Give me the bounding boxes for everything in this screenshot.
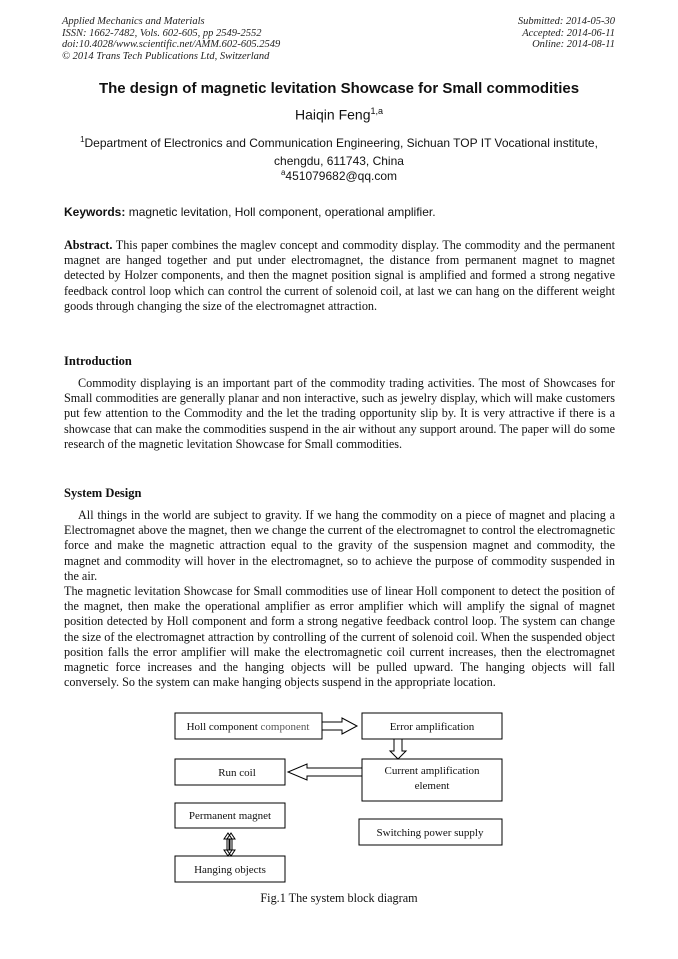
- system-design-paragraph-1: All things in the world are subject to gravity. If we hang the commodity on a piece of magnet and placing a Electromagnet above the magnet, then we change the current of the electromagnet to control the electromagnetic force and make the magnetic attraction equal to the gravity of the suspension magnet and commodity, the magnet and commodity will hover in the electromagnet, so to achieve the purpose of commodity suspended in the air.: [64, 508, 615, 583]
- introduction-text: Commodity displaying is an important part of the commodity trading activities. The most of Showcases for Small commodities are generally planar and non interactive, such as jewelry display, which will make customers put few attention to the Commodity and the let the trading opportunity slip by. It is very attractive if there is a showcase that can make the commodities suspend in the air without any support around. The paper will do some research of the magnetic levitation Showcase for Small commodities.: [64, 376, 615, 451]
- system-design-paragraph-2: The magnetic levitation Showcase for Small commodities use of linear Holl component to detect the position of the magnet, then make the operational amplifier as error amplifier which will amplify the signal of magnet position detected by Holl component and form a strong negative feedback control loop. The system can change the size of the electromagnet attraction by controlling of the current of solenoid coil. When the suspended object position falls the error amplifier will make the electromagnetic coil current increases, then the electromagnet magnetic force increases and the hanging objects will be pulled upward. The hanging objects will fall conversely. So the system can make hanging objects suspend in the appropriate location.: [64, 584, 615, 690]
- journal-name: Applied Mechanics and Materials: [62, 16, 205, 27]
- switching-power-supply-label: Switching power supply: [376, 827, 484, 839]
- submitted-date: Submitted: 2014-05-30: [517, 16, 615, 27]
- accepted-date: Accepted: 2014-06-11: [522, 27, 615, 39]
- run-coil-block: [175, 759, 285, 785]
- current-amplification-label-1: Current amplification: [384, 765, 480, 777]
- permanent-magnet-block: [175, 803, 285, 828]
- abstract-label: Abstract.: [64, 238, 113, 252]
- hanging-objects-label: Hanging objects: [194, 864, 266, 876]
- issn: ISSN: 1662-7482, Vols. 602-605, pp 2549-2552: [62, 27, 262, 39]
- doi: doi:10.4028/www.scientific.net/AMM.602-605.2549: [62, 39, 281, 50]
- keywords-text: magnetic levitation, Holl component, operational amplifier.: [128, 205, 436, 219]
- author-name: Haiqin Feng: [294, 106, 371, 123]
- current-amplification-block: [362, 759, 502, 801]
- author-superscript: 1,a: [370, 106, 383, 116]
- email-address: 451079682@qq.com: [285, 169, 398, 183]
- error-amplification-label: Error amplification: [389, 721, 475, 733]
- permanent-magnet-label: Permanent magnet: [188, 810, 272, 822]
- figure-caption: Fig.1 The system block diagram: [260, 891, 418, 905]
- paper-title: The design of magnetic levitation Showcase for Small commodities: [98, 80, 580, 97]
- current-amplification-label-2: element: [414, 780, 450, 792]
- abstract-text: This paper combines the maglev concept and commodity display. The commodity and the permanent magnet are hanged together and put under electromagnet, the distance from permanent magnet to magnet detected by Holzer components, and then the magnet position signal is amplified and formed a strong negative feedback control loop which can control the current of solenoid coil, at last we can hang on the different weight goods through changing the size of the electromagnet attraction.: [64, 238, 615, 313]
- switching-power-supply-block: [359, 819, 502, 845]
- affiliation-line-2: chengdu, 611743, China: [274, 154, 404, 168]
- affiliation-line-1: Department of Electronics and Communication Engineering, Sichuan TOP IT Vocational institute,: [84, 136, 598, 150]
- holl-component-block: [175, 713, 322, 739]
- hanging-objects-block: [175, 856, 285, 882]
- keywords-label: Keywords:: [64, 205, 126, 219]
- arrow-error-to-current: [390, 739, 406, 759]
- holl-component-label: Holl component component: [186, 721, 310, 733]
- introduction-heading: Introduction: [64, 354, 132, 368]
- arrow-current-to-runcoil: [288, 764, 362, 780]
- copyright: © 2014 Trans Tech Publications Ltd, Switzerland: [62, 50, 270, 62]
- arrow-magnet-hanging-double: [224, 833, 232, 856]
- error-amplification-block: [362, 713, 502, 739]
- arrow-holl-to-error: [322, 718, 357, 734]
- affiliation-superscript: 1: [80, 135, 85, 144]
- system-design-heading: System Design: [64, 486, 142, 500]
- run-coil-label: Run coil: [218, 767, 256, 779]
- online-date: Online: 2014-08-11: [532, 39, 615, 50]
- email-superscript: a: [280, 168, 286, 177]
